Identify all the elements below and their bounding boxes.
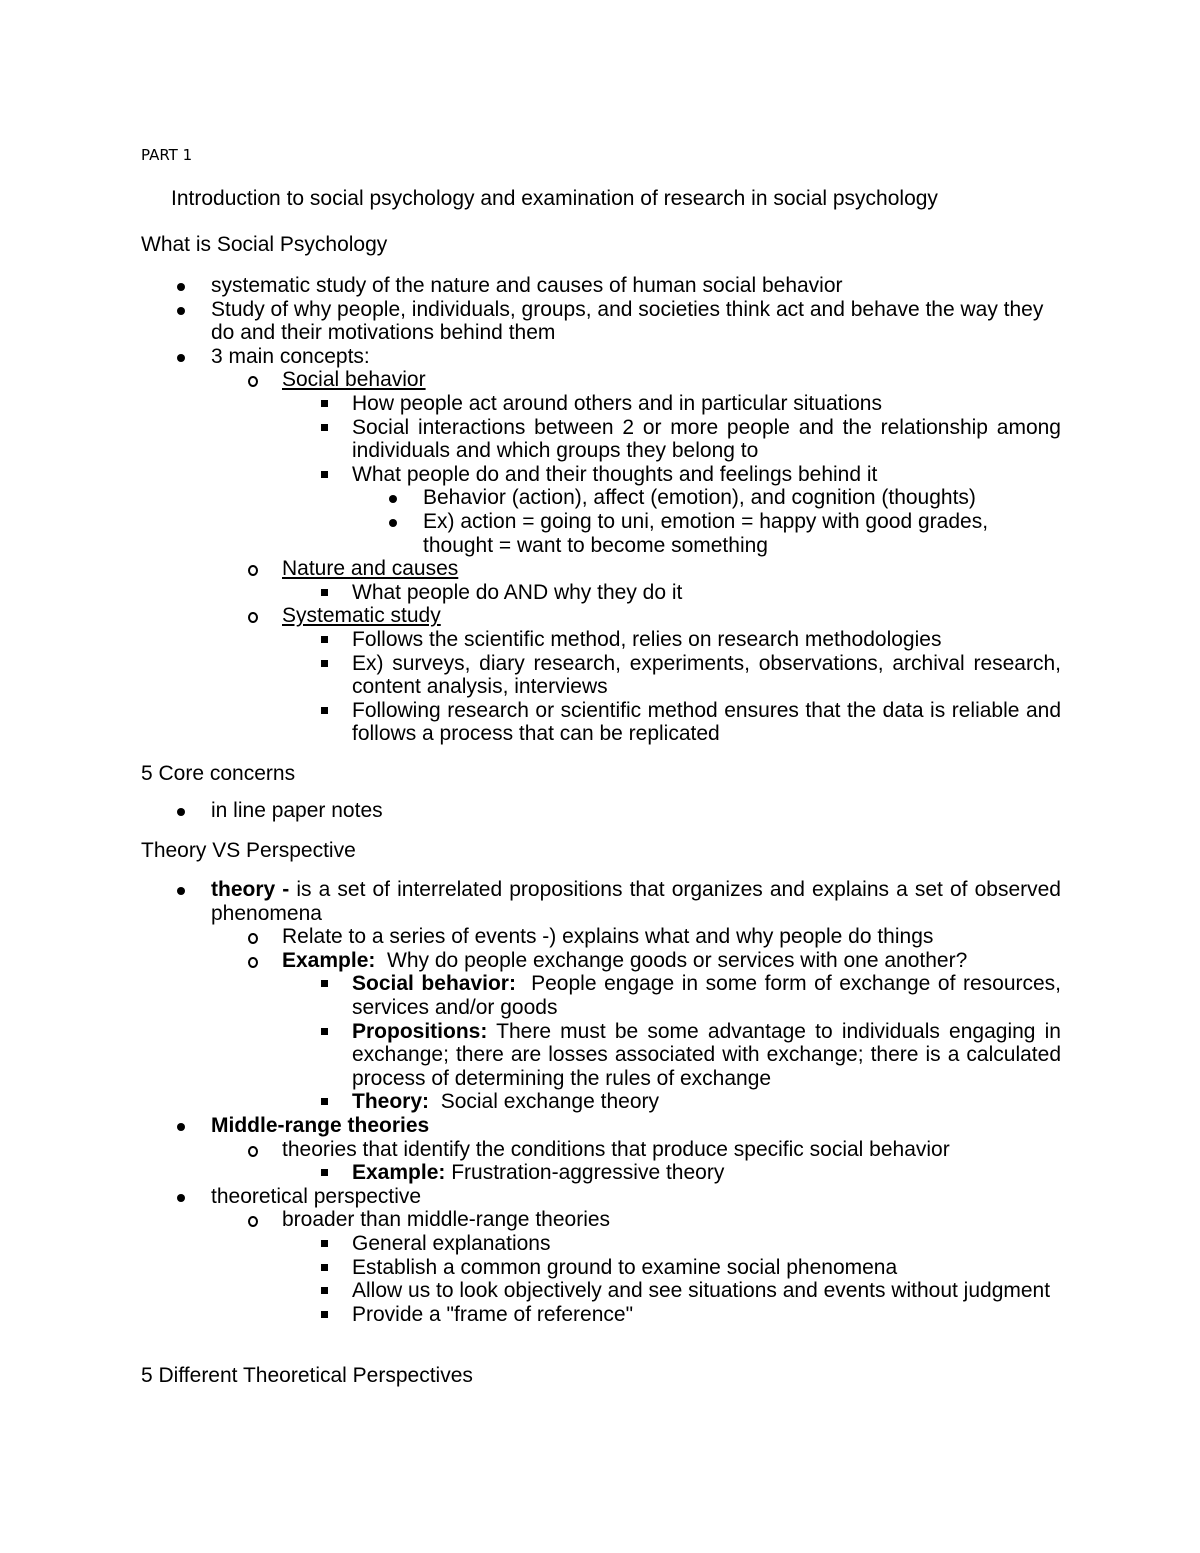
bullet-disc-icon <box>177 1123 185 1131</box>
list-item: theoretical perspective <box>141 1185 1061 1209</box>
list-item: 3 main concepts: <box>141 345 1061 369</box>
bullet-disc-icon <box>177 307 185 315</box>
part-label: PART 1 <box>141 146 193 164</box>
bullet-disc-icon <box>389 495 397 503</box>
bullet-disc-icon <box>177 1194 185 1202</box>
list-item: Nature and causes <box>141 557 1061 581</box>
bullet-square-icon <box>321 1098 328 1105</box>
bullet-square-icon <box>321 1028 328 1035</box>
bullet-square-icon <box>321 636 328 643</box>
bullet-square-icon <box>321 589 328 596</box>
document-title: Introduction to social psychology and examination of research in social psychology <box>171 187 938 210</box>
bullet-disc-icon <box>177 354 185 362</box>
list-item: Theory: Social exchange theory <box>141 1090 1061 1114</box>
bullet-circle-icon <box>248 376 258 387</box>
bullet-circle-icon <box>248 612 258 623</box>
list-item: theories that identify the conditions that produce specific social behavior <box>141 1138 1061 1162</box>
list-item: Social interactions between 2 or more people and the relationship among individuals and which groups they belong to <box>141 416 1061 463</box>
list-item: systematic study of the nature and causes of human social behavior <box>141 274 1061 298</box>
list-item: Social behavior: People engage in some form of exchange of resources, services and/or goods <box>141 972 1061 1019</box>
section-heading-theory-vs-perspective: Theory VS Perspective <box>141 839 356 862</box>
list-item: Ex) surveys, diary research, experiments, observations, archival research, content analysis, interviews <box>141 652 1061 699</box>
list-item: Allow us to look objectively and see situations and events without judgment <box>141 1279 1061 1303</box>
bullet-disc-icon <box>177 283 185 291</box>
bullet-circle-icon <box>248 1146 258 1157</box>
bullet-circle-icon <box>248 565 258 576</box>
list-item: Behavior (action), affect (emotion), and cognition (thoughts) <box>141 486 1061 510</box>
bullet-square-icon <box>321 980 328 987</box>
section2-list <box>141 799 1061 823</box>
list-item: Follows the scientific method, relies on research methodologies <box>141 628 1061 652</box>
bullet-circle-icon <box>248 957 258 968</box>
list-item: Propositions: There must be some advantage to individuals engaging in exchange; there are losses associated with exchange; there is a calculated process of determining the rules of exchange <box>141 1020 1061 1091</box>
list-item: Social behavior <box>141 368 1061 392</box>
list-item: Following research or scientific method ensures that the data is reliable and follows a process that can be replicated <box>141 699 1061 746</box>
bullet-circle-icon <box>248 933 258 944</box>
section-heading-core-concerns: 5 Core concerns <box>141 762 296 785</box>
list-item: Relate to a series of events -) explains what and why people do things <box>141 925 1061 949</box>
bullet-square-icon <box>321 424 328 431</box>
bullet-disc-icon <box>177 887 185 895</box>
list-item: Provide a "frame of reference" <box>141 1303 1061 1327</box>
section-heading-what-is-social-psychology: What is Social Psychology <box>141 233 388 256</box>
bullet-disc-icon <box>177 808 185 816</box>
bullet-square-icon <box>321 1240 328 1247</box>
bullet-square-icon <box>321 660 328 667</box>
bullet-square-icon <box>321 1287 328 1294</box>
list-item: How people act around others and in particular situations <box>141 392 1061 416</box>
section-heading-theoretical-perspectives: 5 Different Theoretical Perspectives <box>141 1364 473 1387</box>
bullet-square-icon <box>321 471 328 478</box>
list-item: Example: Frustration-aggressive theory <box>141 1161 1061 1185</box>
list-item: Establish a common ground to examine social phenomena <box>141 1256 1061 1280</box>
list-item: General explanations <box>141 1232 1061 1256</box>
list-item: What people do AND why they do it <box>141 581 1061 605</box>
list-item: Ex) action = going to uni, emotion = happy with good grades, thought = want to become something <box>141 510 1061 557</box>
list-item: Systematic study <box>141 604 1061 628</box>
list-item: theory - is a set of interrelated propositions that organizes and explains a set of observed phenomena <box>141 878 1061 925</box>
bullet-square-icon <box>321 1169 328 1176</box>
list-item: Middle-range theories <box>141 1114 1061 1138</box>
list-item: Study of why people, individuals, groups, and societies think act and behave the way they do and their motivations behind them <box>141 298 1061 345</box>
bullet-square-icon <box>321 1264 328 1271</box>
list-item: Example: Why do people exchange goods or services with one another? <box>141 949 1061 973</box>
section1-list <box>141 274 1061 746</box>
bullet-circle-icon <box>248 1216 258 1227</box>
bullet-disc-icon <box>389 519 397 527</box>
list-item: What people do and their thoughts and feelings behind it <box>141 463 1061 487</box>
bullet-square-icon <box>321 1311 328 1318</box>
bullet-square-icon <box>321 707 328 714</box>
section3-list <box>141 878 1061 1326</box>
list-item: in line paper notes <box>141 799 1061 823</box>
list-item: broader than middle-range theories <box>141 1208 1061 1232</box>
bullet-square-icon <box>321 400 328 407</box>
